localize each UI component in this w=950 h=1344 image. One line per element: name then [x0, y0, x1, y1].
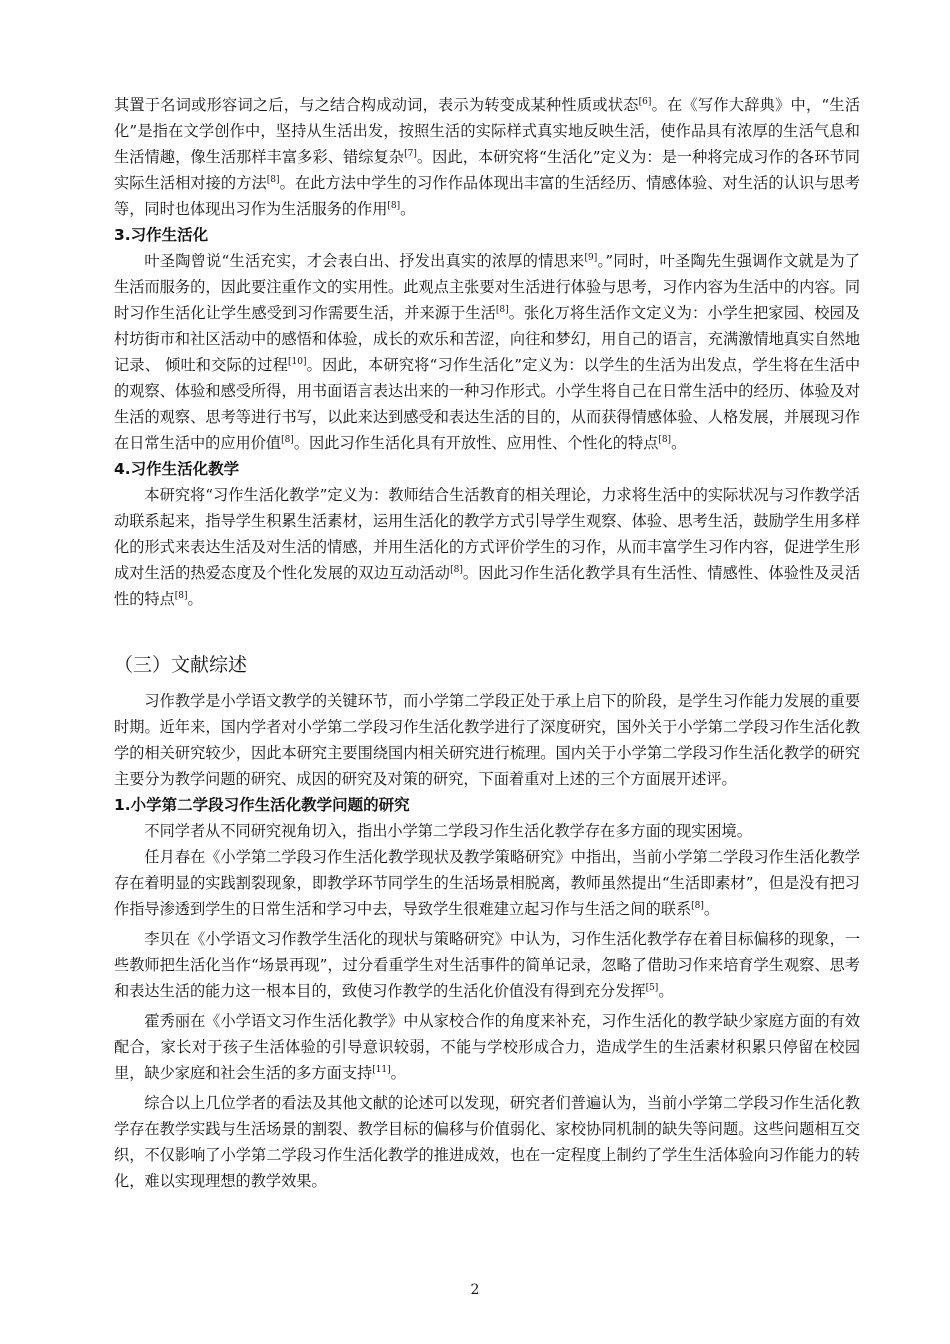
document-body [114, 92, 860, 1194]
text-run: 。 [703, 900, 720, 918]
paragraph [114, 844, 860, 922]
citation: [8] [691, 900, 704, 911]
citation: [8] [174, 590, 188, 601]
citation: [9] [584, 252, 598, 263]
paragraph [114, 482, 860, 612]
paragraph [114, 926, 860, 1004]
citation: [8] [266, 174, 280, 185]
text-run: 霍秀丽在《小学语文习作生活化教学》中从家校合作的角度来补充，习作生活化的教学缺少家庭方面的有效配合，家长对于孩子生活体验的引导意识较弱，不能与学校形成合力，造成学生的生活素材积累只停留在校园里，缺少家庭和社会生活的多方面支持 [114, 1012, 860, 1082]
citation: [11] [372, 1064, 391, 1075]
text-run: 。”同时，叶圣陶先生强调作文就是为了生活而服务的，因此要注重作文的实用性。此观点主张要对生活进行体验与思考，习作内容为生活中的内容。同时习作生活化让学生感受到习作需要生活，并来源于生活 [114, 252, 861, 322]
subsection-heading: 1.小学第二学段习作生活化教学问题的研究 [114, 796, 410, 814]
subsection-heading: 3.习作生活化 [114, 226, 209, 244]
subsection-heading: 4.习作生活化教学 [114, 460, 240, 478]
text-run: 。 [400, 200, 416, 218]
citation: [10] [287, 356, 307, 367]
text-run: 李贝在《小学语文习作教学生活化的现状与策略研究》中认为，习作生活化教学存在着目标偏移的现象，一些教师把生活化当作“场景再现”，过分看重学生对生活事件的简单记录，忽略了借助习作来培育学生观察、思考和表达生活的能力这一根本目的，致使习作教学的生活化价值没有得到充分发挥 [114, 930, 860, 1000]
paragraph [114, 688, 860, 792]
text-run: 综合以上几位学者的看法及其他文献的论述可以发现，研究者们普遍认为，当前小学第二学段习作生活化教学存在教学实践与生活场景的割裂、教学目标的偏移与价值弱化、家校协同机制的缺失等问题。这些问题相互交织，不仅影响了小学第二学段习作生活化教学的推进成效，也在一定程度上制约了学生生活体验向习作能力的转化，难以实现理想的教学效果。 [114, 1094, 860, 1190]
section-heading: （三）文献综述 [114, 654, 248, 676]
text-run: 叶圣陶曾说“生活充实，才会表白出、抒发出真实的浓厚的情思来 [144, 252, 585, 270]
paragraph [114, 92, 860, 222]
text-run: 。因此，本研究将“生活化”定义为：是一种将完成习作的各环节同实际生活相对接的方法 [114, 148, 860, 192]
citation: [8] [495, 304, 509, 315]
citation: [7] [404, 148, 417, 159]
citation: [5] [645, 982, 659, 993]
citation: [8] [387, 200, 401, 211]
text-run: 其置于名词或形容词之后，与之结合构成动词，表示为转变成某种性质或状态 [114, 96, 639, 114]
text-run: 习作教学是小学语文教学的关键环节，而小学第二学段正处于承上启下的阶段，是学生习作能力发展的重要时期。近年来，国内学者对小学第二学段习作生活化教学进行了深度研究，国外关于小学第二学段习作生活化教学的相关研究较少，因此本研究主要围绕国内相关研究进行梳理。国内关于小学第二学段习作生活化教学的研究主要分为教学问题的研究、成因的研究及对策的研究，下面着重对上述的三个方面展开述评。 [114, 692, 860, 788]
text-run: 。张化万将生活作文定义为：小学生把家园、校园及村坊街市和社区活动中的感悟和体验，成长的欢乐和苦涩，向往和梦幻，用自己的语言，充满激情地真实自然地记录、 倾吐和交际的过程 [114, 304, 861, 374]
text-run: 不同学者从不同研究视角切入，指出小学第二学段习作生活化教学存在多方面的现实困境。 [144, 822, 752, 840]
text-run: 。 [187, 590, 203, 608]
text-run: 本研究将“习作生活化教学”定义为：教师结合生活教育的相关理论，力求将生活中的实际状况与习作教学活动联系起来，指导学生积累生活素材，运用生活化的教学方式引导学生观察、体验、思考生活，鼓励学生用多样化的形式来表达生活及对生活的情感，并用生活化的方式评价学生的习作，从而丰富学生习作内容，促进学生形成对生活的热爱态度及个性化发展的双边互动活动 [114, 486, 860, 582]
paragraph [114, 1090, 860, 1194]
paragraph [114, 1008, 860, 1086]
citation: [8] [450, 564, 463, 575]
paragraph [114, 818, 860, 844]
text-run: 。 [658, 982, 674, 1000]
text-run: 。因此习作生活化具有开放性、应用性、个性化的特点 [293, 434, 659, 452]
text-run: 。 [671, 434, 687, 452]
text-run: 。因此，本研究将“习作生活化”定义为：以学生的生活为出发点，学生将在生活中的观察、体验和感受所得，用书面语言表达出来的一种习作形式。小学生将自己在日常生活中的经历、体验及对生活的观察、思考等进行书写，以此来达到感受和表达生活的目的，从而获得情感体验、人格发展，并展现习作在日常生活中的应用价值 [114, 356, 861, 452]
citation: [6] [638, 96, 652, 107]
paragraph [114, 248, 860, 456]
text-run: 。在此方法中学生的习作作品体现出丰富的生活经历、情感体验、对生活的认识与思考等，同时也体现出习作为生活服务的作用 [114, 174, 861, 218]
text-run: 。在《写作大辞典》中，“生活化”是指在文学创作中，坚持从生活出发，按照生活的实际样式真实地反映生活，使作品具有浓厚的生活气息和生活情趣，像生活那样丰富多彩、错综复杂 [114, 96, 861, 166]
citation: [8] [658, 434, 672, 445]
citation: [8] [281, 434, 294, 445]
text-run: 任月春在《小学第二学段习作生活化教学现状及教学策略研究》中指出，当前小学第二学段习作生活化教学存在着明显的实践割裂现象，即教学环节同学生的生活场景相脱离，教师虽然提出“生活即素材”，但是没有把习作指导渗透到学生的日常生活和学习中去，导致学生很难建立起习作与生活之间的联系 [114, 848, 860, 918]
text-run: 。因此习作生活化教学具有生活性、情感性、体验性及灵活性的特点 [114, 564, 861, 608]
page-number: 2 [470, 1282, 480, 1298]
text-run: 。 [390, 1064, 406, 1082]
